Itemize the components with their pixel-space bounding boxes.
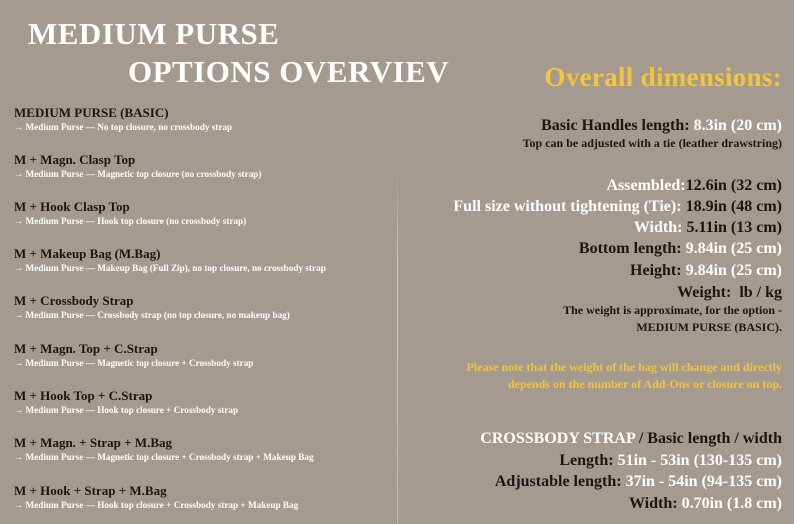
page-title-line2: OPTIONS OVERVIEV [128,54,450,89]
weight-note-line1: The weight is approximate, for the option - [563,303,782,317]
strap-width-value: 0.70in (1.8 cm) [681,495,782,512]
bottom-length-value: 9.84in (25 cm) [685,240,782,257]
option-name: M + Magn. Top + C.Strap [14,341,158,356]
crossbody-heading [480,428,782,449]
crossbody-heading-title: CROSSBODY STRAP [480,430,635,447]
option-item [14,483,298,512]
crossbody-heading-sub: / Basic length / width [638,430,782,447]
option-item [14,388,238,417]
option-description: → Medium Purse — No top closure, no crossbody strap [14,122,233,132]
option-description: → Medium Purse — Hook top closure + Crossbody strap + Makeup Bag [14,500,299,510]
option-description: → Medium Purse — Crossbody strap (no top closure, no makeup bag) [14,310,290,320]
full-size-label: Full size without tightening (Tie): [453,198,682,215]
option-name: M + Magn. Clasp Top [14,152,136,167]
strap-adjustable-value: 37in - 54in (94-135 cm) [625,473,782,490]
overall-dimensions-heading: Overall dimensions: [544,62,782,92]
option-name: M + Magn. + Strap + M.Bag [14,435,172,450]
option-description: → Medium Purse — Magnetic top closure + Crossbody strap [14,358,254,368]
strap-adjustable-row [495,471,782,492]
width-row [634,217,782,238]
option-name: M + Hook Clasp Top [14,199,130,214]
weight-row [677,282,782,303]
option-name: M + Crossbody Strap [14,293,134,308]
option-description: → Medium Purse — Makeup Bag (Full Zip), no top closure, no crossbody strap [14,263,326,273]
column-divider [397,165,398,524]
page-title-line1: MEDIUM PURSE [28,16,280,51]
handles-length-label: Basic Handles length: [541,117,690,134]
height-row [630,260,782,281]
strap-length-row [559,450,782,471]
height-label: Height: [630,262,682,279]
option-description: → Medium Purse — Hook top closure + Crossbody strap [14,405,239,415]
assembled-value: 12.6in (32 cm) [685,177,782,194]
full-size-row [453,196,782,217]
handles-length-row [541,115,782,136]
bottom-length-row [579,238,782,259]
strap-length-label: Length: [559,452,614,469]
option-item [14,152,261,181]
option-item [14,341,253,370]
option-name: MEDIUM PURSE (BASIC) [14,105,169,120]
full-size-value: 18.9in (48 cm) [685,198,782,215]
weight-note-line2: MEDIUM PURSE (BASIC). [636,320,782,334]
weight-notice-line2: depends on the number of Add-Ons or closure on top. [507,377,782,391]
assembled-row [606,175,782,196]
strap-width-label: Width: [628,495,678,512]
option-item [14,105,232,134]
option-item [14,246,326,275]
option-item [14,199,246,228]
option-name: M + Hook + Strap + M.Bag [14,483,167,498]
option-description: → Medium Purse — Magnetic top closure + Crossbody strap + Makeup Bag [14,452,314,462]
option-item [14,435,314,464]
option-name: M + Makeup Bag (M.Bag) [14,246,161,261]
weight-value: lb / kg [739,284,782,301]
height-value: 9.84in (25 cm) [685,262,782,279]
strap-width-row [629,493,782,514]
weight-notice-line1: Please note that the weight of the bag will change and directly [466,360,782,374]
bottom-length-label: Bottom length: [578,240,682,257]
handles-length-value: 8.3in (20 cm) [693,117,782,134]
weight-label: Weight: [677,284,732,301]
assembled-label: Assembled: [606,177,686,194]
option-name: M + Hook Top + C.Strap [14,388,153,403]
option-description: → Medium Purse — Hook top closure (no crossbody strap) [14,216,247,226]
strap-adjustable-label: Adjustable length: [494,473,622,490]
width-value: 5.11in (13 cm) [686,219,782,236]
handles-note: Top can be adjusted with a tie (leather drawstring) [522,136,782,150]
strap-length-value: 51in - 53in (130-135 cm) [617,452,782,469]
option-item [14,293,290,322]
option-description: → Medium Purse — Magnetic top closure (no crossbody strap) [14,169,262,179]
width-label: Width: [633,219,683,236]
